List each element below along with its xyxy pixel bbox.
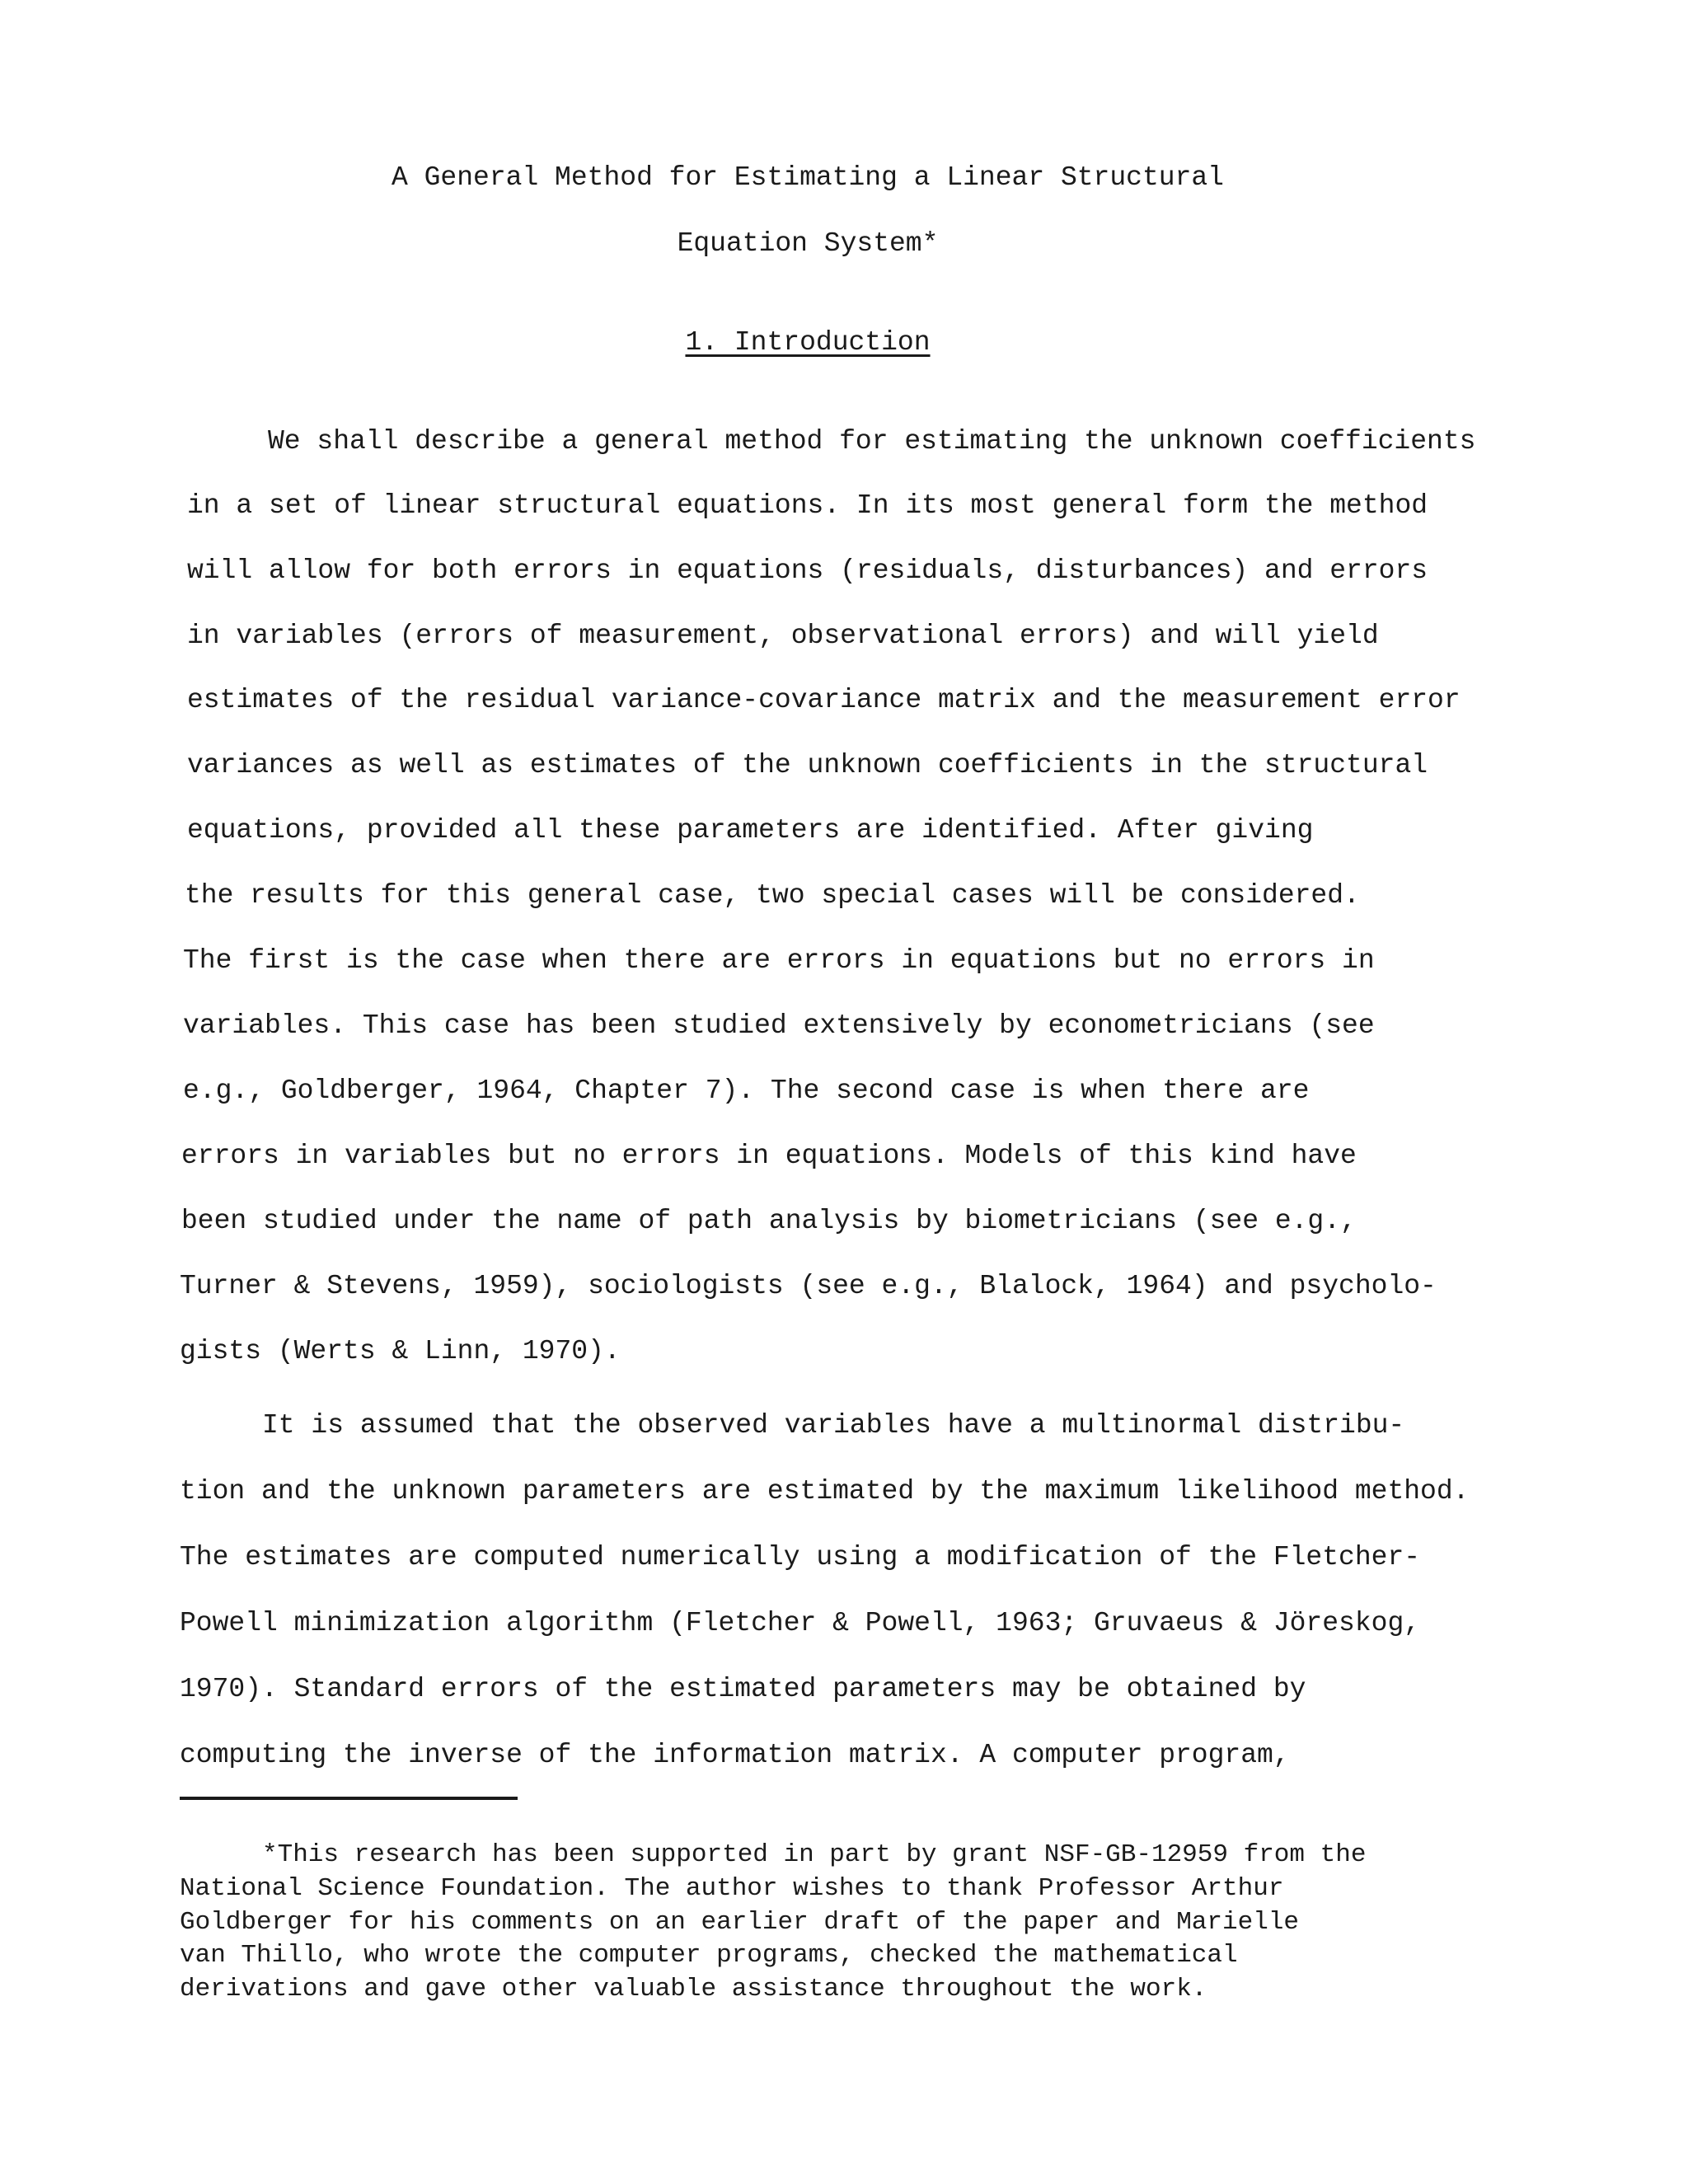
body-line: errors in variables but no errors in equations. Models of this kind have <box>181 1141 1357 1171</box>
body-line: the results for this general case, two special cases will be considered. <box>185 880 1360 911</box>
body-line: The estimates are computed numerically using a modification of the Fletcher- <box>180 1542 1421 1572</box>
footnote-line: Goldberger for his comments on an earlier draft of the paper and Marielle <box>180 1908 1300 1937</box>
body-line: estimates of the residual variance-covariance matrix and the measurement error <box>187 685 1461 715</box>
body-line: We shall describe a general method for estimating the unknown coefficients <box>268 426 1476 457</box>
body-line: 1970). Standard errors of the estimated parameters may be obtained by <box>180 1674 1306 1704</box>
body-line: will allow for both errors in equations (residuals, disturbances) and errors <box>187 555 1428 586</box>
body-line: Powell minimization algorithm (Fletcher & Powell, 1963; Gruvaeus & Jöreskog, <box>180 1608 1421 1638</box>
body-line: gists (Werts & Linn, 1970). <box>180 1336 621 1366</box>
body-line: variables. This case has been studied extensively by econometricians (see <box>183 1010 1375 1041</box>
body-line: variances as well as estimates of the unknown coefficients in the structural <box>187 750 1428 780</box>
body-line: It is assumed that the observed variables have a multinormal distribu- <box>262 1410 1405 1441</box>
footnote-line: van Thillo, who wrote the computer programs, checked the mathematical <box>180 1941 1238 1970</box>
body-line: The first is the case when there are errors in equations but no errors in <box>183 945 1375 976</box>
body-line: tion and the unknown parameters are estimated by the maximum likelihood method. <box>180 1476 1470 1507</box>
section-heading <box>0 326 1615 359</box>
footnote-line: National Science Foundation. The author wishes to thank Professor Arthur <box>180 1874 1284 1903</box>
body-line: Turner & Stevens, 1959), sociologists (see e.g., Blalock, 1964) and psycholo- <box>180 1271 1437 1301</box>
section-heading-text: 1. Introduction <box>685 327 931 358</box>
body-line: in a set of linear structural equations. In its most general form the method <box>187 490 1428 521</box>
footnote-line: *This research has been supported in part by grant NSF-GB-12959 from the <box>262 1840 1367 1869</box>
body-line: computing the inverse of the information matrix. A computer program, <box>180 1740 1290 1770</box>
paper-title-line-2: Equation System* <box>677 228 939 259</box>
footnote-rule <box>180 1797 518 1800</box>
paper-title-line-1: A General Method for Estimating a Linear Structural <box>392 162 1224 193</box>
body-line: been studied under the name of path analysis by biometricians (see e.g., <box>181 1206 1357 1236</box>
body-line: e.g., Goldberger, 1964, Chapter 7). The second case is when there are <box>183 1076 1310 1106</box>
body-line: in variables (errors of measurement, observational errors) and will yield <box>187 621 1379 651</box>
body-line: equations, provided all these parameters are identified. After giving <box>187 815 1314 846</box>
footnote-line: derivations and gave other valuable assistance throughout the work. <box>180 1975 1207 2004</box>
